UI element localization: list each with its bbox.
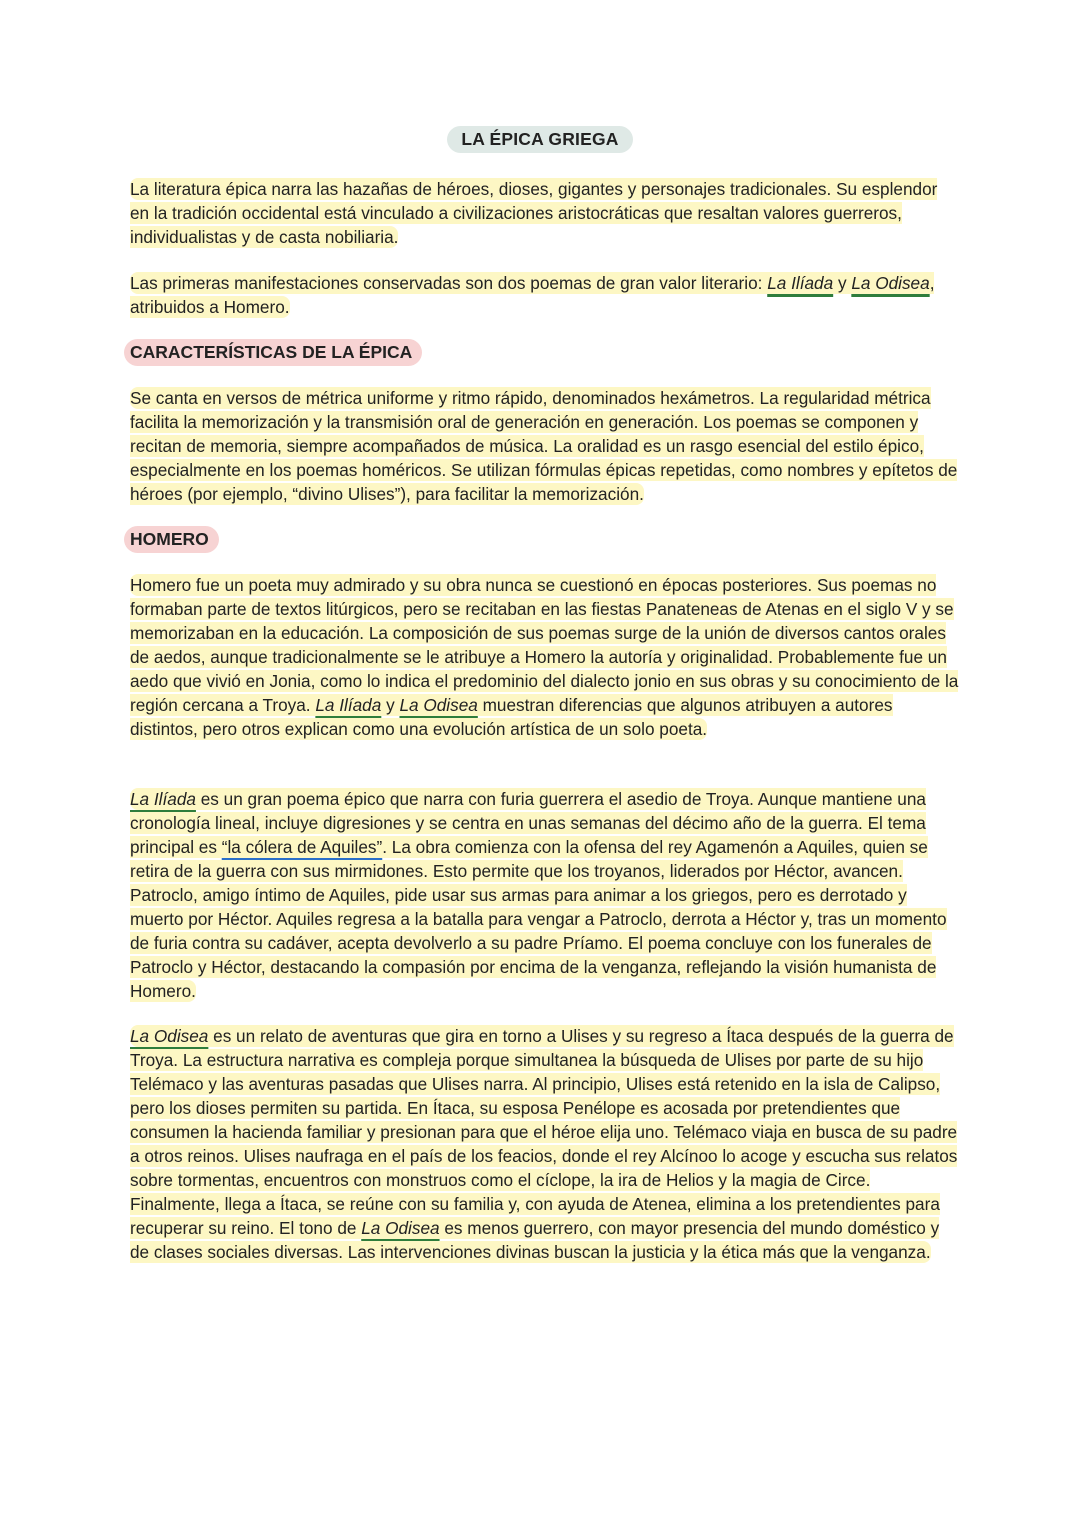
homero-p1-text: Homero fue un poeta muy admirado y su obra nunca se cuestionó en épocas posteriores. Sus poemas no formaban parte de textos litúrgicos, pero se recitaban en las fiestas Panateneas de Atenas en el siglo V y se memorizaban en la educación. La composición de sus poemas surge de la unión de diversos cantos orales de aedos, aunque tradicionalmente se le atribuye a Homero la autoría y originalidad. Probablemente fue un aedo que vivió en Jonia, como lo indica el predominio del dialecto jonio en sus obras y su conocimiento de la región cercana a Troya. — [130, 575, 959, 715]
odisea-title: La Odisea — [399, 695, 478, 715]
intro-paragraph-2 — [130, 271, 960, 319]
odisea-title: La Odisea — [130, 1026, 209, 1046]
iliada-paragraph — [130, 787, 960, 1003]
homero-paragraph-1 — [130, 573, 960, 741]
title-wrapper — [130, 126, 950, 153]
iliada-title: La Ilíada — [767, 273, 834, 293]
intro-p2-text: Las primeras manifestaciones conservadas son dos poemas de gran valor literario: — [130, 273, 768, 293]
colera-de-aquiles: “la cólera de Aquiles” — [221, 837, 383, 857]
conjunction: y — [381, 695, 400, 715]
conjunction: y — [833, 273, 852, 293]
intro-p1-text: La literatura épica narra las hazañas de héroes, dioses, gigantes y personajes tradicionales. Su esplendor en la tradición occidental está vinculado a civilizaciones aristocráticas que resaltan valores guerreros, individualistas y de casta nobiliaria. — [130, 179, 938, 247]
caracteristicas-text: Se canta en versos de métrica uniforme y ritmo rápido, denominados hexámetros. La regularidad métrica facilita la memorización y la transmisión oral de generación en generación. Los poemas se componen y recitan de memoria, siempre acompañados de música. La oralidad es un rasgo esencial del estilo épico, especialmente en los poemas homéricos. Se utilizan fórmulas épicas repetidas, como nombres y epítetos de héroes (por ejemplo, “divino Ulises”), para facilitar la memorización. — [130, 388, 958, 504]
iliada-title: La Ilíada — [315, 695, 382, 715]
homero-p1-end: muestran diferencias que algunos atribuyen a autores distintos, pero otros explican como una evolución artística de un solo poeta. — [130, 695, 893, 739]
odisea-title: La Odisea — [361, 1218, 440, 1238]
odisea-text: es un relato de aventuras que gira en torno a Ulises y su regreso a Ítaca después de la guerra de Troya. La estructura narrativa es compleja porque simultanea la búsqueda de Ulises por parte de su hijo Telémaco y las aventuras pasadas que Ulises narra. Al principio, Ulises está retenido en la isla de Calipso, pero los dioses permiten su partida. En Ítaca, su esposa Penélope es acosada por pretendientes que consumen la hacienda familiar y presionan para que el héroe elija uno. Telémaco viaja en busca de su padre a otros reinos. Ulises naufraga en el país de los feacios, donde el rey Alcínoo lo acoge y escucha sus relatos sobre tormentas, encuentros con monstruos como el cíclope, la ira de Helios y la magia de Circe. Finalmente, llega a Ítaca, se reúne con su familia y, con ayuda de Atenea, elimina a los pretendientes para recuperar su reino. El tono de — [130, 1026, 958, 1238]
caracteristicas-paragraph — [130, 386, 960, 506]
section-heading-caracteristicas: CARACTERÍSTICAS DE LA ÉPICA — [124, 339, 422, 366]
odisea-paragraph — [130, 1024, 960, 1264]
iliada-text: es un gran poema épico que narra con furia guerrera el asedio de Troya. Aunque mantiene una cronología lineal, incluye digresiones y se centra en unas semanas del décimo año de la guerra. El tema principal es — [130, 789, 926, 857]
odisea-title: La Odisea — [851, 273, 930, 293]
intro-p2-end: , atribuidos a Homero. — [130, 273, 935, 317]
iliada-title: La Ilíada — [130, 789, 196, 809]
intro-paragraph-1 — [130, 177, 960, 249]
section-heading-homero: HOMERO — [124, 526, 219, 553]
iliada-text-end: . La obra comienza con la ofensa del rey Agamenón a Aquiles, quien se retira de la guerra con sus mirmidones. Esto permite que los troyanos, liderados por Héctor, avancen. Patroclo, amigo íntimo de Aquiles, pide usar sus armas para animar a los griegos, pero es derrotado y muerto por Héctor. Aquiles regresa a la batalla para vengar a Patroclo, derrota a Héctor y, tras un momento de furia contra su cadáver, acepta devolverlo a su padre Príamo. El poema concluye con los funerales de Patroclo y Héctor, destacando la compasión por encima de la venganza, reflejando la visión humanista de Homero. — [130, 837, 947, 1001]
odisea-text-end: es menos guerrero, con mayor presencia del mundo doméstico y de clases sociales diversas. Las intervenciones divinas buscan la justicia y la ética más que la venganza. — [130, 1218, 940, 1262]
page-title: LA ÉPICA GRIEGA — [447, 126, 632, 153]
